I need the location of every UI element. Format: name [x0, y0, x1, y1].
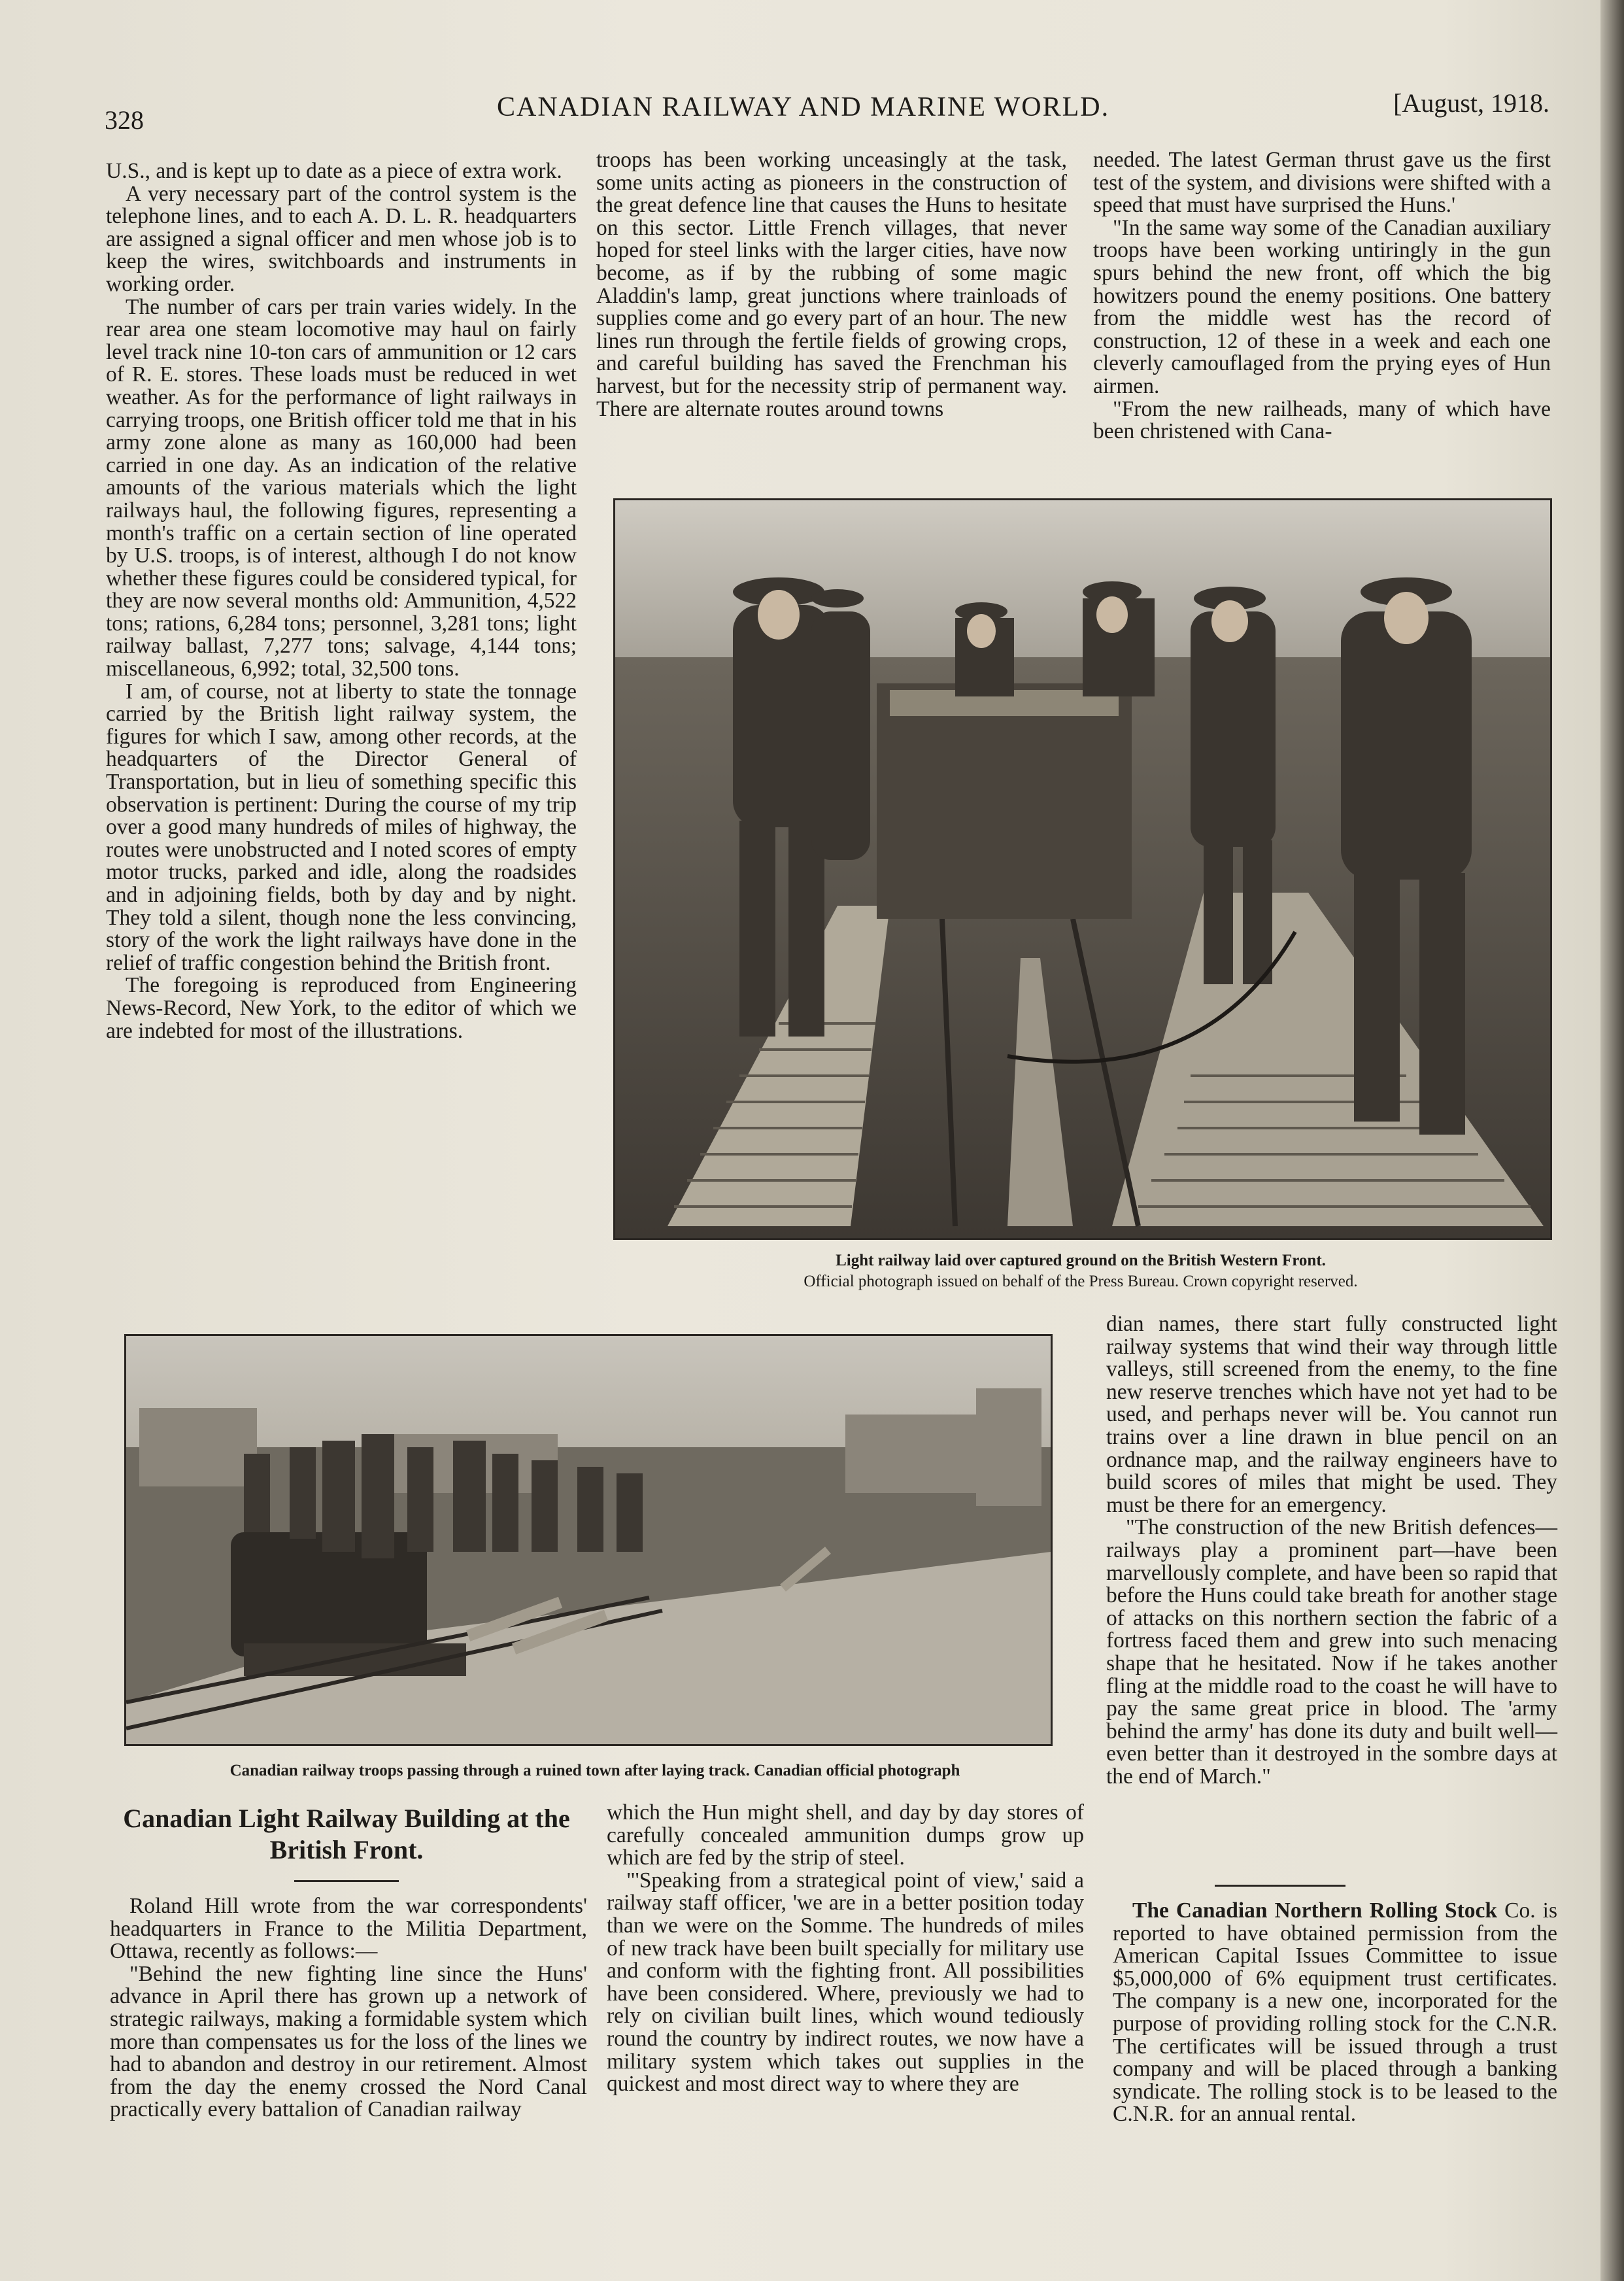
photo-1-caption-credit: Official photograph issued on behalf of the Press Bureau. Crown copyright reserved.	[804, 1273, 1358, 1290]
paragraph: Roland Hill wrote from the war correspondents' headquarters in France to the Militia Department, Ottawa, recently as follows:—	[110, 1894, 587, 1964]
photo-2-caption	[98, 1760, 1092, 1781]
photo-light-railway-soldiers	[613, 498, 1552, 1240]
note-rule	[1215, 1885, 1345, 1887]
paragraph: which the Hun might shell, and day by day stores of carefully concealed ammunition dumps grow up which are fed by the strip of steel.	[607, 1800, 1084, 1870]
rolling-stock-note	[1113, 1900, 1557, 2126]
paragraph: dian names, there start fully constructed light railway systems that wind their way through little valleys, still screened from the enemy, to the fine new reserve trenches which have not yet had to be used, and perhaps never will be. You cannot run trains over a line drawn in blue pencil on an ordnance map, and the railway engineers have to build scores of miles that might be used. They must be there for an emergency.	[1106, 1312, 1557, 1517]
note-body: Co. is reported to have obtained permission from the American Capital Issues Committee to issue $5,000,000 of 6% equipment trust certificates. The company is a new one, incorporated for the purpose of providing rolling stock for the C.N.R. The certificates will be issued through a trust company and will be placed through a banking syndicate. The rolling stock is to be leased to the C.N.R. for an annual rental.	[1113, 1898, 1557, 2127]
paragraph: needed. The latest German thrust gave us the first test of the system, and divisions were shifted with a speed that must have surprised the Huns.'	[1093, 148, 1551, 218]
paragraph: "Behind the new fighting line since the Huns' advance in April there has grown up a network of strategic railways, making a formidable system which more than compensates us for the loss of the lines we had to abandon and destroy in our retirement. Almost from the day the enemy crossed the Nord Canal practically every battalion of Canadian railway	[110, 1961, 587, 2122]
paragraph: I am, of course, not at liberty to state the tonnage carried by the British light railway system, the figures for which I saw, among other records, at the headquarters of the Director General of Transportation, but in lieu of something specific this observation is pertinent: During the course of my trip over a good many hundreds of miles of highway, the routes were unobstructed and I noted scores of empty motor trucks, parked and idle, along the roadsides and in adjoining fields, both by day and by night. They told a silent, though none the less convincing, story of the work the light railways have done in the relief of traffic congestion behind the British front.	[106, 679, 577, 975]
paragraph: troops has been working unceasingly at the task, some units acting as pioneers in the construction of the great defence line that causes the Huns to hesitate on this sector. Little French villages, that never hoped for steel links with the larger cities, have now become, as if by the rubbing of some magic Aladdin's lamp, great junctions where trainloads of supplies come and go every part of an hour. The new lines run through the fertile fields of growing crops, and careful building has saved the Frenchman his harvest, but for the necessity strip of permanent way. There are alternate routes around towns	[596, 148, 1067, 421]
column-2-text	[596, 149, 1067, 420]
note-lead: The Canadian Northern Rolling Stock	[1132, 1898, 1498, 1923]
article-headline: Canadian Light Railway Building at the British Front.	[123, 1804, 570, 1864]
paragraph: "In the same way some of the Canadian auxiliary troops have been working untiringly in the gun spurs behind the new front, off which the big howitzers pound the enemy positions. One battery from the middle west has the record of construction, 12 of these in a week and each one cleverly camouflaged from the prying eyes of Hun airmen.	[1093, 215, 1551, 398]
paragraph: The foregoing is reproduced from Engineering News-Record, New York, to the editor of which we are indebted for most of the illustrations.	[106, 973, 577, 1043]
page-number: 328	[105, 105, 144, 135]
photo-ruined-town-railway	[124, 1334, 1053, 1746]
photo-1-caption	[613, 1250, 1548, 1292]
column-1-text	[106, 160, 577, 1042]
column-3-middle-text	[1106, 1313, 1557, 1788]
paragraph: A very necessary part of the control system is the telephone lines, and to each A. D. L. R. headquarters are assigned a signal officer and men whose job is to keep the wires, switchboards and instruments in working order.	[106, 181, 577, 296]
article-column-2	[607, 1802, 1084, 2096]
paragraph: "From the new railheads, many of which have been christened with Cana-	[1093, 396, 1551, 444]
paragraph: The number of cars per train varies widely. In the rear area one steam locomotive may haul on fairly level track nine 10-ton cars of ammunition or 12 cars of R. E. stores. These loads must be reduced in wet weather. As for the performance of light railways in carrying troops, one British officer told me that in his army zone alone as many as 160,000 had been carried in one day. As an indication of the relative amounts of the various materials which the light railways haul, the following figures, representing a month's traffic on a certain section of line operated by U.S. troops, is of interest, although I do not know whether these figures could be considered typical, for they are now several months old: Ammunition, 4,522 tons; rations, 6,284 tons; personnel, 3,281 tons; light railway ballast, 7,277 tons; salvage, 4,144 tons; miscellaneous, 6,992; total, 32,500 tons.	[106, 294, 577, 681]
photo-1-caption-title: Light railway laid over captured ground on the British Western Front.	[836, 1252, 1326, 1269]
paragraph: "'Speaking from a strategical point of view,' said a railway staff officer, 'we are in a better position today than we were on the Somme. The hundreds of miles of new track have been built specially for military use and conform with the fighting front. All possibilities have been considered. Where, previously we had to rely on civilian built lines, which wound tediously round the country by indirect routes, we now have a military system which takes out supplies in the quickest and most direct way to where they are	[607, 1868, 1084, 2097]
paragraph: "The construction of the new British defences—railways play a prominent part—have been marvellously complete, and have been so rapid that before the Huns could take breath for another stage of attacks on this northern section the fabric of a fortress faced them and grew into such menacing shape that he hesitated. Now if he takes another fling at the middle road to the coast he will have to pay the same great price in blood. The 'army behind the army' has done its duty and built well—even better than it destroyed in the sombre days at the end of March."	[1106, 1515, 1557, 1789]
publication-title: CANADIAN RAILWAY AND MARINE WORLD.	[497, 92, 1110, 122]
issue-date: [August, 1918.	[1393, 88, 1549, 118]
book-spine-shadow	[1600, 0, 1624, 2281]
column-3-text	[1093, 149, 1551, 443]
page-header	[105, 85, 1549, 135]
paragraph: U.S., and is kept up to date as a piece of extra work.	[106, 159, 562, 183]
photo-2-caption-text: Canadian railway troops passing through a ruined town after laying track. Canadian official photograph	[229, 1762, 960, 1779]
headline-rule	[294, 1880, 399, 1882]
article-column-1	[110, 1895, 587, 2121]
